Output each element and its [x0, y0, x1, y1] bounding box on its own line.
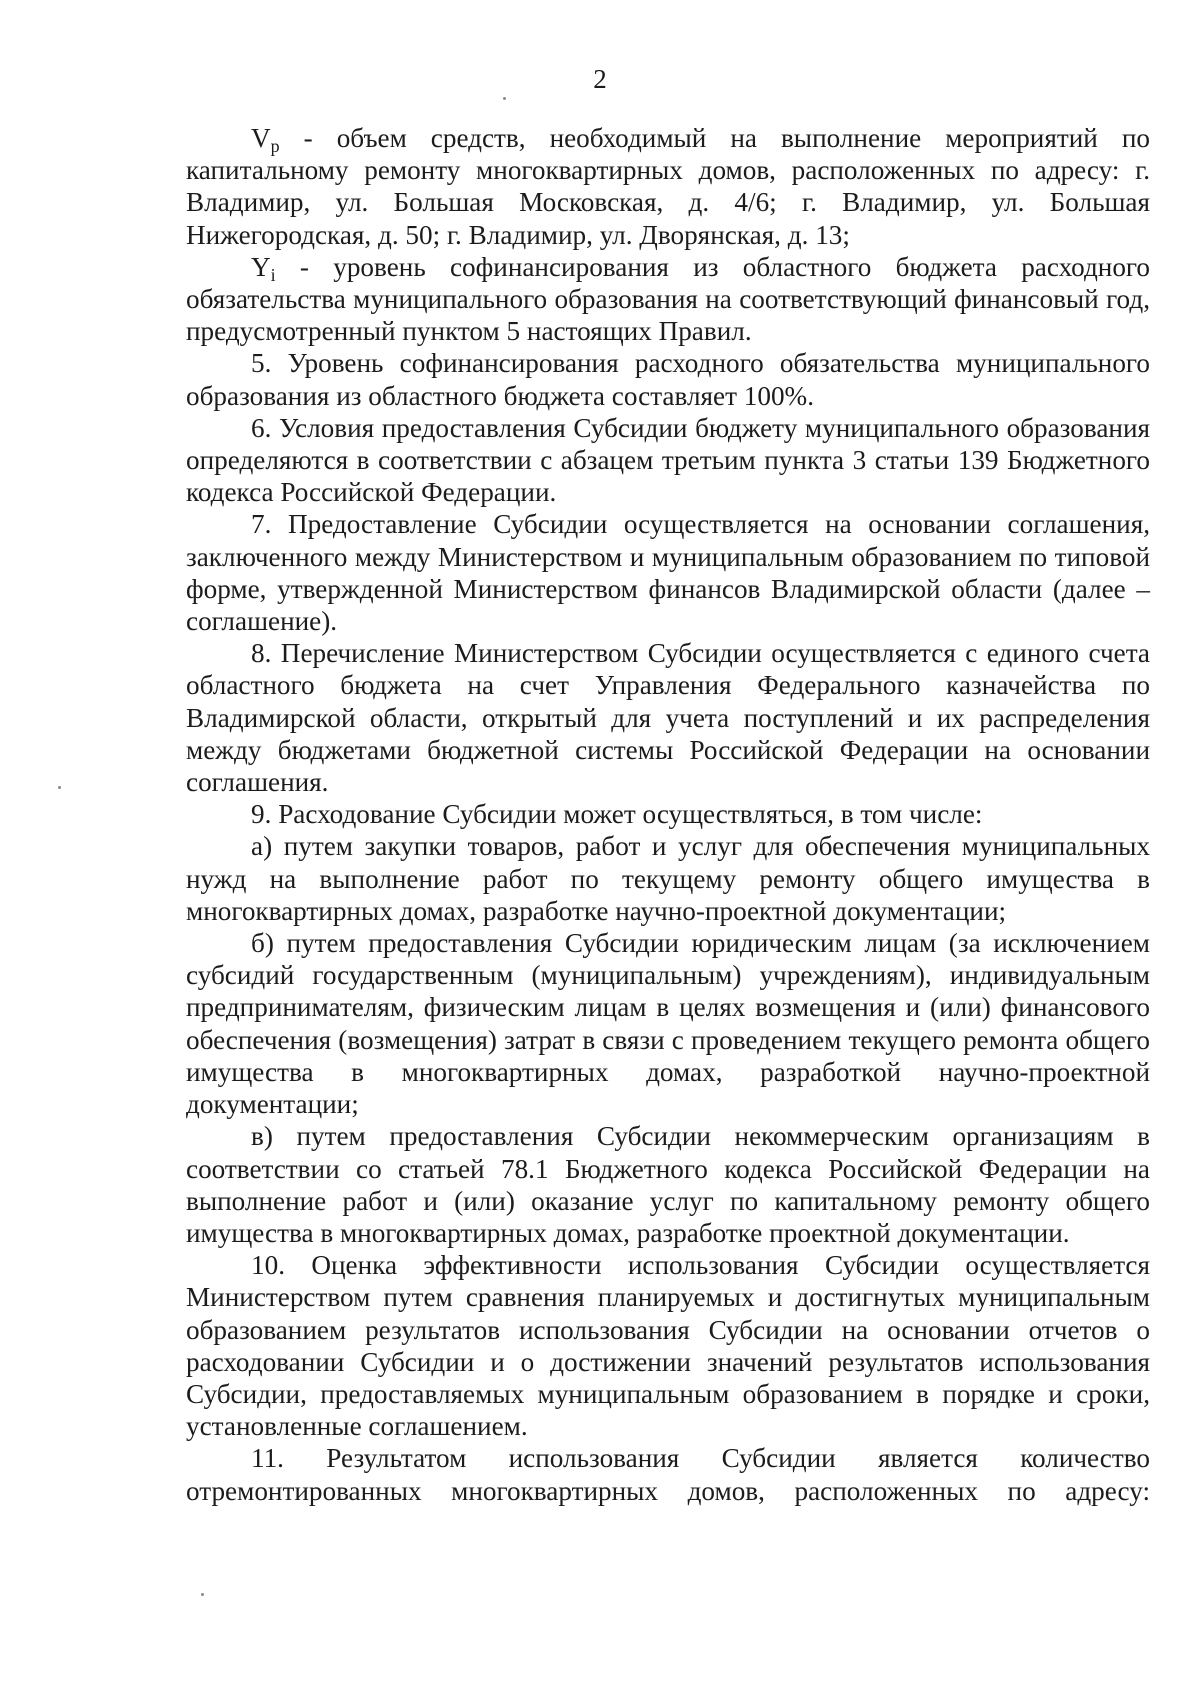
paragraph-yi-definition: $Y_i$ - уровень софинансирования из областного бюджета расходного обязательства муниципального образования на соответствующий финансовый год, предусмотренный пунктом 5 настоящих Правил. — [186, 251, 1150, 347]
paragraph-item-9b: б) путем предоставления Субсидии юридическим лицам (за исключением субсидий государственным (муниципальным) учреждениям), индивидуальным предпринимателям, физическим лицам в целях возмещения и (или) финансового обеспечения (возмещения) затрат в связи с проведением текущего ремонта общего имущества в многоквартирных домах, разработкой научно-проектной документации; — [186, 928, 1150, 1120]
paragraph-item-9v: в) путем предоставления Субсидии некоммерческим организациям в соответствии со статьей 78.1 Бюджетного кодекса Российской Федерации на выполнение работ и (или) оказание услуг по капитальному ремонту общего имущества в многоквартирных домах, разработке проектной документации. — [186, 1121, 1150, 1248]
paragraph-vp-definition: $V_p$ - объем средств, необходимый на выполнение мероприятий по капитальному ремонту многоквартирных домов, расположенных по адресу: г. Владимир, ул. Большая Московская, д. 4/6; г. Владимир, ул. Большая Нижегородская, д. 50; г. Владимир, ул. Дворянская, д. 13; — [186, 123, 1150, 250]
paragraph-item-6: 6. Условия предоставления Субсидии бюджету муниципального образования определяются в соответствии с абзацем третьим пункта 3 статьи 139 Бюджетного кодекса Российской Федерации. — [186, 412, 1150, 508]
scan-speck — [503, 97, 506, 100]
paragraph-item-5: 5. Уровень софинансирования расходного обязательства муниципального образования из областного бюджета составляет 100%. — [186, 348, 1150, 411]
scan-speck — [201, 1593, 204, 1596]
paragraph-item-7: 7. Предоставление Субсидии осуществляется на основании соглашения, заключенного между Министерством и муниципальным образованием по типовой форме, утвержденной Министерством финансов Владимирской области (далее – соглашение). — [186, 509, 1150, 637]
document-body — [186, 122, 1150, 1507]
formula-symbol-vp: $V_p$ — [251, 123, 280, 156]
formula-symbol-yi: $Y_i$ — [251, 251, 276, 285]
page-number: 2 — [593, 64, 607, 94]
paragraph-item-8: 8. Перечисление Министерством Субсидии осуществляется с единого счета областного бюджета на счет Управления Федерального казначейства по Владимирской области, открытый для учета поступлений и их распределения между бюджетами бюджетной системы Российской Федерации на основании соглашения. — [186, 638, 1150, 798]
paragraph-item-10: 10. Оценка эффективности использования Субсидии осуществляется Министерством путем сравнения планируемых и достигнутых муниципальным образованием результатов использования Субсидии на основании отчетов о расходовании Субсидии и о достижении значений результатов использования Субсидии, предоставляемых муниципальным образованием в порядке и сроки, установленные соглашением. — [186, 1250, 1150, 1442]
paragraph-item-9: 9. Расходование Субсидии может осуществляться, в том числе: — [251, 799, 983, 830]
scan-speck — [58, 786, 61, 789]
paragraph-item-11: 11. Результатом использования Субсидии является количество отремонтированных многоквартирных домов, расположенных по адресу: — [186, 1443, 1150, 1506]
paragraph-item-9a: а) путем закупки товаров, работ и услуг для обеспечения муниципальных нужд на выполнение работ по текущему ремонту общего имущества в многоквартирных домах, разработке научно-проектной документации; — [186, 831, 1150, 926]
